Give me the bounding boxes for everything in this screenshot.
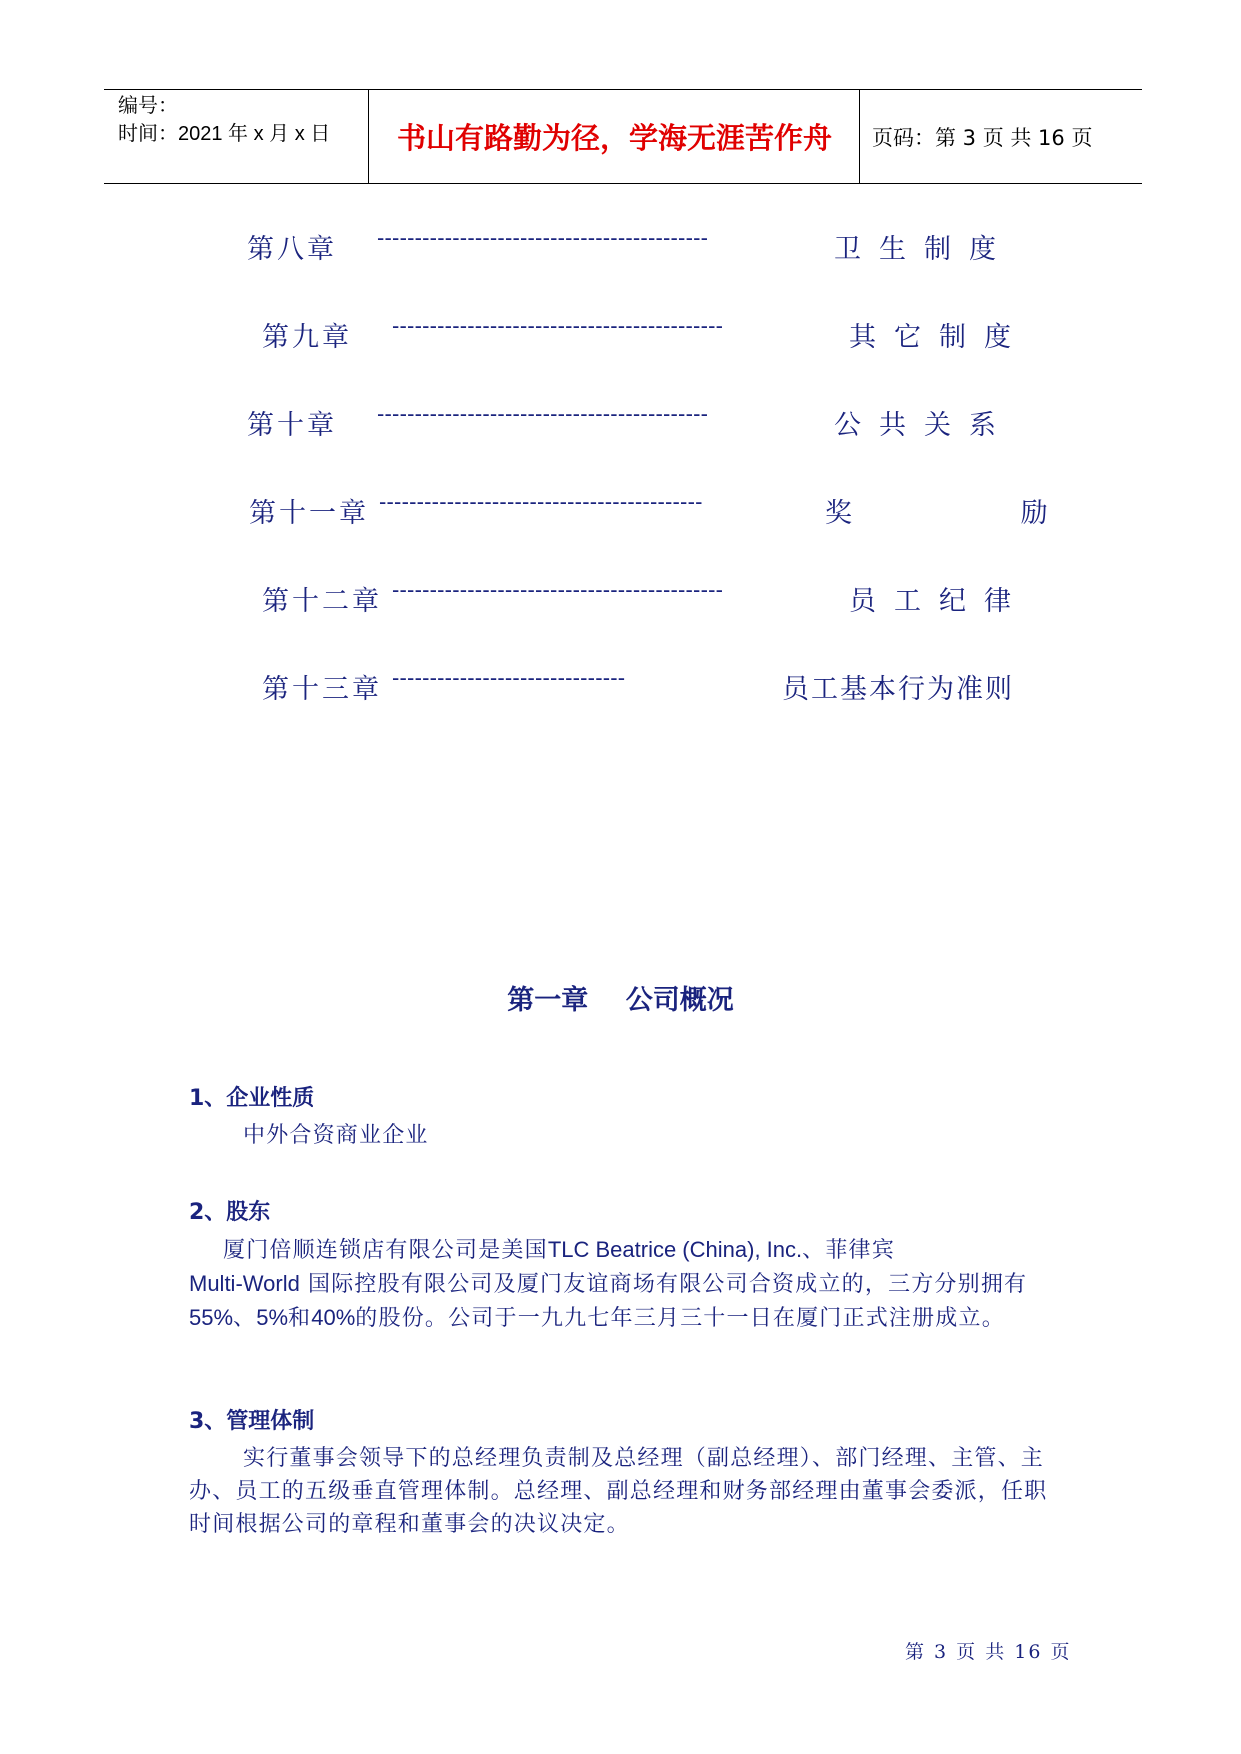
- toc-chapter: 第八章: [247, 234, 337, 265]
- toc-chapter: 第十章: [247, 410, 337, 441]
- section-text: 实行董事会领导下的总经理负责制及总经理（副总经理）、部门经理、主管、主办、员工的五级垂直管理体制。总经理、副总经理和财务部经理由董事会委派，任职时间根据公司的章程和董事会的决议决定。: [189, 1446, 1048, 1537]
- toc-title: 公共关系: [834, 410, 1014, 441]
- chapter-title: 公司概况: [625, 985, 734, 1016]
- header-left: [118, 92, 330, 148]
- toc-dash-leader: -------------------------------: [392, 665, 626, 690]
- chapter-heading: [0, 978, 1241, 1017]
- header-page-info: 页码：第 3 页 共 16 页: [872, 126, 1093, 150]
- toc-dash-leader: --------------------------------------------: [392, 577, 724, 602]
- document-number-label: 编号：: [118, 95, 178, 117]
- document-time-label: 时间：2021 年 x 月 x 日: [118, 123, 331, 145]
- page-header: [104, 89, 1142, 184]
- toc-dash-leader: --------------------------------------------: [377, 225, 709, 250]
- toc-title: 员工基本行为准则: [782, 674, 1014, 705]
- section-body: [189, 1442, 1059, 1541]
- section-text: 中外合资商业企业: [243, 1123, 429, 1148]
- toc-chapter: 第十一章: [249, 498, 369, 529]
- toc-dash-leader: --------------------------------------------: [392, 313, 724, 338]
- section-body: [189, 1119, 1059, 1152]
- section-heading: 1、企业性质: [189, 1086, 315, 1111]
- header-motto: 书山有路勤为径，学海无涯苦作舟: [396, 121, 832, 155]
- toc-dash-leader: -------------------------------------------: [379, 489, 703, 514]
- toc-chapter: 第十二章: [262, 586, 382, 617]
- toc-dash-leader: --------------------------------------------: [377, 401, 709, 426]
- header-divider: [368, 90, 369, 183]
- toc-title: 员工纪律: [849, 586, 1029, 617]
- toc-title: 奖 励: [825, 498, 1128, 529]
- section-heading: 3、管理体制: [189, 1409, 315, 1434]
- toc-title: 其它制度: [849, 322, 1029, 353]
- section-heading: 2、股东: [189, 1200, 271, 1225]
- chapter-number: 第一章: [507, 985, 589, 1016]
- header-divider: [859, 90, 860, 183]
- section-body: 厦门倍顺连锁店有限公司是美国TLC Beatrice (China), Inc.、菲律宾 Multi-World 国际控股有限公司及厦门友谊商场有限公司合资成立的，三方分别拥有55%、5%和40%的股份。公司于一九九七年三月三十一日在厦门正式注册成立。: [189, 1237, 1028, 1331]
- page-footer: 第 3 页 共 16 页: [905, 1641, 1072, 1663]
- toc-chapter: 第九章: [262, 322, 352, 353]
- toc-chapter: 第十三章: [262, 674, 382, 705]
- toc-title: 卫生制度: [834, 234, 1014, 265]
